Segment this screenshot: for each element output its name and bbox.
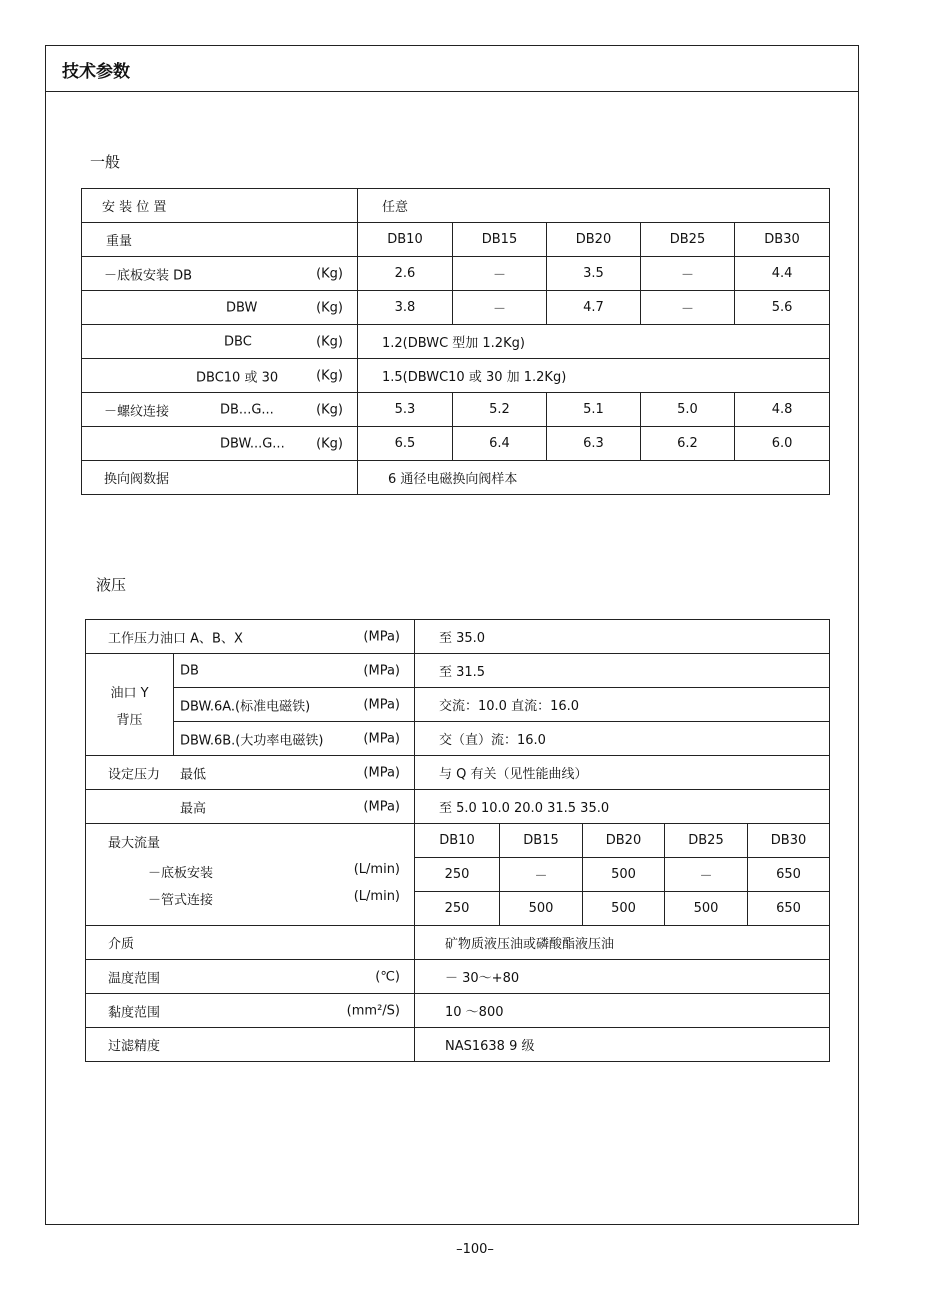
port-y-label: 油口 Y xyxy=(110,685,149,701)
dbc1030-cell xyxy=(82,359,358,393)
value-cell: 500 xyxy=(583,858,665,892)
work-pressure-label: 工作压力油口 A、B、X xyxy=(108,631,243,646)
set-pressure-min-cell xyxy=(86,756,415,790)
unit-label: (Kg) xyxy=(316,334,343,349)
value-cell: － xyxy=(641,291,735,325)
value-cell: 500 xyxy=(665,892,748,926)
unit-label: (MPa) xyxy=(363,663,400,678)
dbw6a-label: DBW.6A.(标准电磁铁) xyxy=(180,699,311,714)
value-cell: 6.5 xyxy=(358,427,453,461)
mounting-value: 任意 xyxy=(358,189,830,223)
unit-label: (Kg) xyxy=(316,368,343,383)
max-flow-label: 最大流量 xyxy=(108,836,161,851)
unit-label: (MPa) xyxy=(363,731,400,746)
dbc-label: DBC xyxy=(224,334,252,349)
table-row xyxy=(86,688,830,722)
value-cell: 3.8 xyxy=(358,291,453,325)
hydraulic-table xyxy=(85,619,830,1062)
size-header: DB10 xyxy=(415,824,500,858)
dbc-value: 1.2(DBWC 型加 1.2Kg) xyxy=(358,325,830,359)
dbw6b-label: DBW.6B.(大功率电磁铁) xyxy=(180,733,324,748)
min-label: 最低 xyxy=(180,767,207,782)
table-row xyxy=(86,960,830,994)
unit-label: (MPa) xyxy=(363,799,400,814)
value-cell: － xyxy=(500,858,583,892)
min-value: 与 Q 有关（见性能曲线） xyxy=(415,756,830,790)
size-header: DB15 xyxy=(453,223,547,257)
value-cell: 5.1 xyxy=(547,393,641,427)
work-pressure-value: 至 35.0 xyxy=(415,620,830,654)
thread-label: －螺纹连接 xyxy=(104,404,170,419)
dbw6b-cell xyxy=(174,722,415,756)
temp-label: 温度范围 xyxy=(108,971,161,986)
work-pressure-cell xyxy=(86,620,415,654)
page-number: –100– xyxy=(456,1242,494,1257)
table-row xyxy=(86,824,830,858)
general-section-title: 一般 xyxy=(90,153,121,171)
value-cell: 5.2 xyxy=(453,393,547,427)
value-cell: 6.4 xyxy=(453,427,547,461)
dbc-cell xyxy=(82,325,358,359)
table-row xyxy=(86,620,830,654)
table-row xyxy=(82,325,830,359)
value-cell: 4.8 xyxy=(735,393,830,427)
temp-value: － 30～+80 xyxy=(415,960,830,994)
set-pressure-max-cell xyxy=(86,790,415,824)
visc-value: 10 ～800 xyxy=(415,994,830,1028)
table-row xyxy=(86,654,830,688)
dbw6b-value: 交（直）流：16.0 xyxy=(415,722,830,756)
dbw6a-value: 交流：10.0 直流：16.0 xyxy=(415,688,830,722)
flow-thread-label: －管式连接 xyxy=(148,893,214,908)
table-row xyxy=(82,189,830,223)
table-row xyxy=(86,994,830,1028)
value-cell: 250 xyxy=(415,892,500,926)
db-cell xyxy=(174,654,415,688)
dbw-label: DBW xyxy=(226,300,258,315)
size-header: DB15 xyxy=(500,824,583,858)
max-label: 最高 xyxy=(180,801,207,816)
db-value: 至 31.5 xyxy=(415,654,830,688)
value-cell: 4.7 xyxy=(547,291,641,325)
value-cell: 4.4 xyxy=(735,257,830,291)
valve-data-label: 换向阀数据 xyxy=(82,461,358,495)
medium-label: 介质 xyxy=(86,926,415,960)
back-pressure-label: 背压 xyxy=(116,712,143,728)
table-row xyxy=(86,1028,830,1062)
value-cell: 5.3 xyxy=(358,393,453,427)
mounting-label: 安 装 位 置 xyxy=(82,189,358,223)
unit-label: (MPa) xyxy=(363,697,400,712)
table-row xyxy=(82,393,830,427)
unit-label: (MPa) xyxy=(363,765,400,780)
port-y-cell xyxy=(86,654,174,756)
subplate-db-label: －底板安装 DB xyxy=(104,268,193,283)
value-cell: 6.3 xyxy=(547,427,641,461)
thread-dbg-cell xyxy=(82,393,358,427)
value-cell: － xyxy=(453,257,547,291)
db-label: DB xyxy=(180,663,199,678)
general-table xyxy=(81,188,830,495)
size-header: DB25 xyxy=(641,223,735,257)
dbg-label: DB...G... xyxy=(220,402,274,417)
value-cell: 500 xyxy=(583,892,665,926)
table-row xyxy=(82,461,830,495)
unit-label: (℃) xyxy=(375,969,400,984)
table-row xyxy=(82,291,830,325)
page-header xyxy=(46,46,858,92)
table-row xyxy=(86,756,830,790)
filter-label: 过滤精度 xyxy=(86,1028,415,1062)
value-cell: 5.6 xyxy=(735,291,830,325)
visc-label: 黏度范围 xyxy=(108,1005,161,1020)
visc-cell xyxy=(86,994,415,1028)
unit-label: (Kg) xyxy=(316,436,343,451)
unit-label: (MPa) xyxy=(363,629,400,644)
unit-label: (mm²/S) xyxy=(346,1003,400,1018)
size-header: DB10 xyxy=(358,223,453,257)
size-header: DB20 xyxy=(547,223,641,257)
hydraulic-section-title: 液压 xyxy=(96,576,127,594)
value-cell: － xyxy=(641,257,735,291)
table-row xyxy=(86,926,830,960)
table-row xyxy=(86,790,830,824)
medium-value: 矿物质液压油或磷酸酯液压油 xyxy=(415,926,830,960)
dbw-cell xyxy=(82,291,358,325)
unit-label: (L/min) xyxy=(353,889,400,904)
flow-subplate-label: －底板安装 xyxy=(148,866,214,881)
set-pressure-label: 设定压力 xyxy=(108,767,161,782)
table-row xyxy=(82,359,830,393)
value-cell: 2.6 xyxy=(358,257,453,291)
value-cell: － xyxy=(665,858,748,892)
dbc1030-label: DBC10 或 30 xyxy=(196,370,279,385)
temp-cell xyxy=(86,960,415,994)
weight-label: 重量 xyxy=(82,223,358,257)
max-value: 至 5.0 10.0 20.0 31.5 35.0 xyxy=(415,790,830,824)
dbc1030-value: 1.5(DBWC10 或 30 加 1.2Kg) xyxy=(358,359,830,393)
value-cell: 500 xyxy=(500,892,583,926)
value-cell: 5.0 xyxy=(641,393,735,427)
value-cell: 6.2 xyxy=(641,427,735,461)
unit-label: (Kg) xyxy=(316,266,343,281)
size-header: DB30 xyxy=(735,223,830,257)
size-header: DB20 xyxy=(583,824,665,858)
table-row xyxy=(82,223,830,257)
page-title: 技术参数 xyxy=(62,62,130,82)
value-cell: 650 xyxy=(748,858,830,892)
value-cell: 3.5 xyxy=(547,257,641,291)
value-cell: 250 xyxy=(415,858,500,892)
value-cell: 650 xyxy=(748,892,830,926)
filter-value: NAS1638 9 级 xyxy=(415,1028,830,1062)
size-header: DB25 xyxy=(665,824,748,858)
unit-label: (Kg) xyxy=(316,300,343,315)
unit-label: (L/min) xyxy=(353,862,400,877)
table-row xyxy=(86,722,830,756)
table-row xyxy=(82,257,830,291)
value-cell: 6.0 xyxy=(735,427,830,461)
dbwg-cell xyxy=(82,427,358,461)
value-cell: － xyxy=(453,291,547,325)
dbw6a-cell xyxy=(174,688,415,722)
subplate-db-cell xyxy=(82,257,358,291)
dbwg-label: DBW...G... xyxy=(220,436,285,451)
table-row xyxy=(82,427,830,461)
unit-label: (Kg) xyxy=(316,402,343,417)
size-header: DB30 xyxy=(748,824,830,858)
max-flow-cell xyxy=(86,824,415,926)
valve-data-value: 6 通径电磁换向阀样本 xyxy=(358,461,830,495)
